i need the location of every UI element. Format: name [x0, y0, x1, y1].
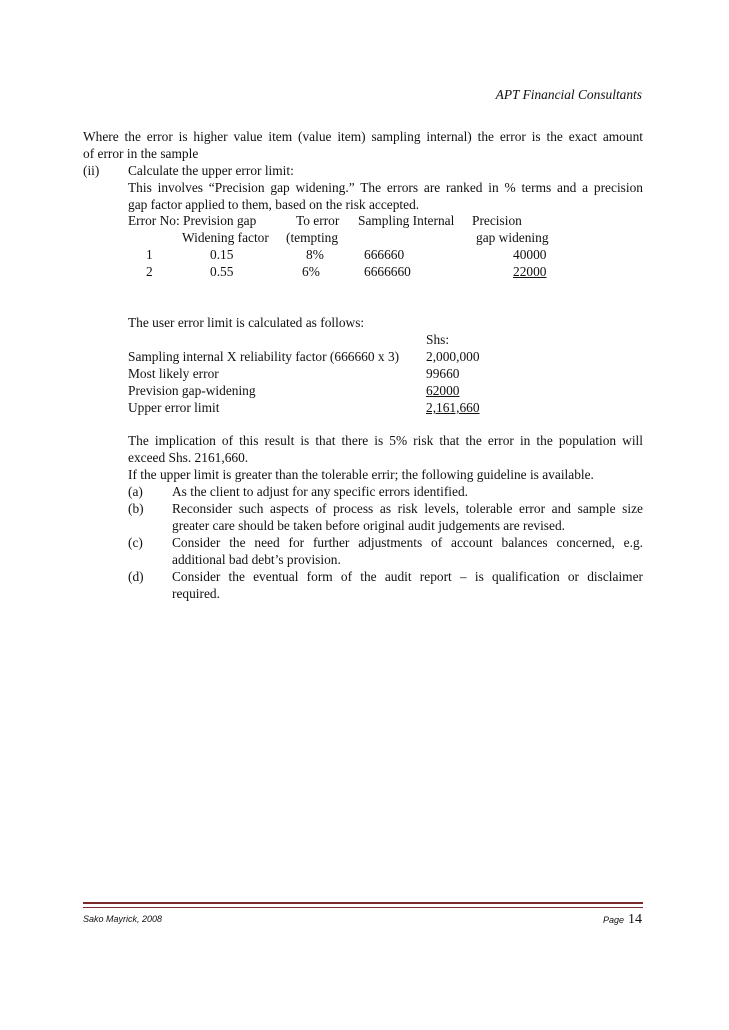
guideline-b-marker: (b) — [128, 501, 144, 516]
guideline-a-line-1: As the client to adjust for any specific errors identified. — [172, 484, 468, 499]
guideline-c-line-2: additional bad debt’s provision. — [172, 552, 341, 567]
footer-page — [603, 910, 642, 928]
section-para-line-2: gap factor applied to them, based on the risk accepted. — [128, 197, 420, 212]
table-row-2-precision: 22000 — [513, 264, 547, 279]
implication-line-3: If the upper limit is greater than the tolerable errir; the following guideline is available. — [128, 467, 594, 482]
table-row-1-no: 1 — [146, 247, 153, 262]
footer-rule-thin — [83, 907, 643, 908]
table-row-1-to-error: 8% — [306, 247, 324, 262]
calc-currency: Shs: — [426, 332, 450, 347]
footer-rule-thick — [83, 902, 643, 904]
calc-line-1-label: Sampling internal X reliability factor (666660 x 3) — [128, 349, 400, 364]
intro-line-2: of error in the sample — [83, 146, 199, 161]
calc-line-4-label: Upper error limit — [128, 400, 220, 415]
calc-line-2-label: Most likely error — [128, 366, 219, 381]
table-row-1-precision: 40000 — [513, 247, 547, 262]
guideline-c-line-1: Consider the need for further adjustments of account balances concerned, e.g. — [172, 535, 643, 550]
intro-paragraph — [83, 128, 643, 162]
header-firm-name: APT Financial Consultants — [495, 87, 642, 102]
table-row-2-no: 2 — [146, 264, 153, 279]
table-header-to-error: To error — [296, 213, 340, 228]
guideline-d-text — [172, 568, 643, 602]
guideline-d-line-1: Consider the eventual form of the audit report – is qualification or disclaimer — [172, 569, 643, 584]
table-row-1-factor: 0.15 — [210, 247, 234, 262]
section-para-line-1: This involves “Precision gap widening.” The errors are ranked in % terms and a precision — [128, 180, 643, 195]
calc-line-4-value: 2,161,660 — [426, 400, 480, 415]
calc-line-3-label: Prevision gap-widening — [128, 383, 256, 398]
guideline-a-marker: (a) — [128, 484, 143, 499]
footer-page-number: 14 — [628, 912, 642, 927]
footer-author: Sako Mayrick, 2008 — [83, 914, 163, 924]
guideline-c-text — [172, 534, 643, 568]
guideline-a-text — [172, 483, 643, 500]
table-header-tempting: (tempting — [286, 230, 339, 245]
guideline-b-line-1: Reconsider such aspects of process as risk levels, tolerable error and sample size — [172, 501, 643, 516]
guideline-b-text — [172, 500, 643, 534]
implication-paragraph — [128, 432, 643, 483]
calc-line-2-value: 99660 — [426, 366, 460, 381]
table-header-sampling: Sampling Internal — [358, 213, 455, 228]
guideline-d-marker: (d) — [128, 569, 144, 584]
section-heading: Calculate the upper error limit: — [128, 163, 294, 178]
calc-intro: The user error limit is calculated as follows: — [128, 315, 365, 330]
calc-line-3-value: 62000 — [426, 383, 460, 398]
guideline-d-line-2: required. — [172, 586, 220, 601]
guideline-b-line-2: greater care should be taken before original audit judgements are revised. — [172, 518, 565, 533]
section-marker-ii: (ii) — [83, 163, 100, 178]
table-row-2-sampling: 6666660 — [364, 264, 411, 279]
table-row-2-factor: 0.55 — [210, 264, 234, 279]
table-header-precision: Precision — [472, 213, 522, 228]
table-row-2-to-error: 6% — [302, 264, 320, 279]
section-paragraph — [128, 179, 643, 213]
table-header-gap-widening: gap widening — [476, 230, 549, 245]
implication-line-2: exceed Shs. 2161,660. — [128, 450, 249, 465]
footer-page-label: Page — [602, 915, 624, 925]
table-header-widening-factor: Widening factor — [182, 230, 269, 245]
guideline-c-marker: (c) — [128, 535, 143, 550]
calc-line-1-value: 2,000,000 — [426, 349, 480, 364]
implication-line-1: The implication of this result is that there is 5% risk that the error in the population will — [128, 433, 643, 448]
intro-line-1: Where the error is higher value item (value item) sampling internal) the error is the exact amount — [83, 129, 643, 144]
table-header-error-no: Error No: Prevision gap — [128, 213, 257, 228]
table-row-1-sampling: 666660 — [364, 247, 405, 262]
